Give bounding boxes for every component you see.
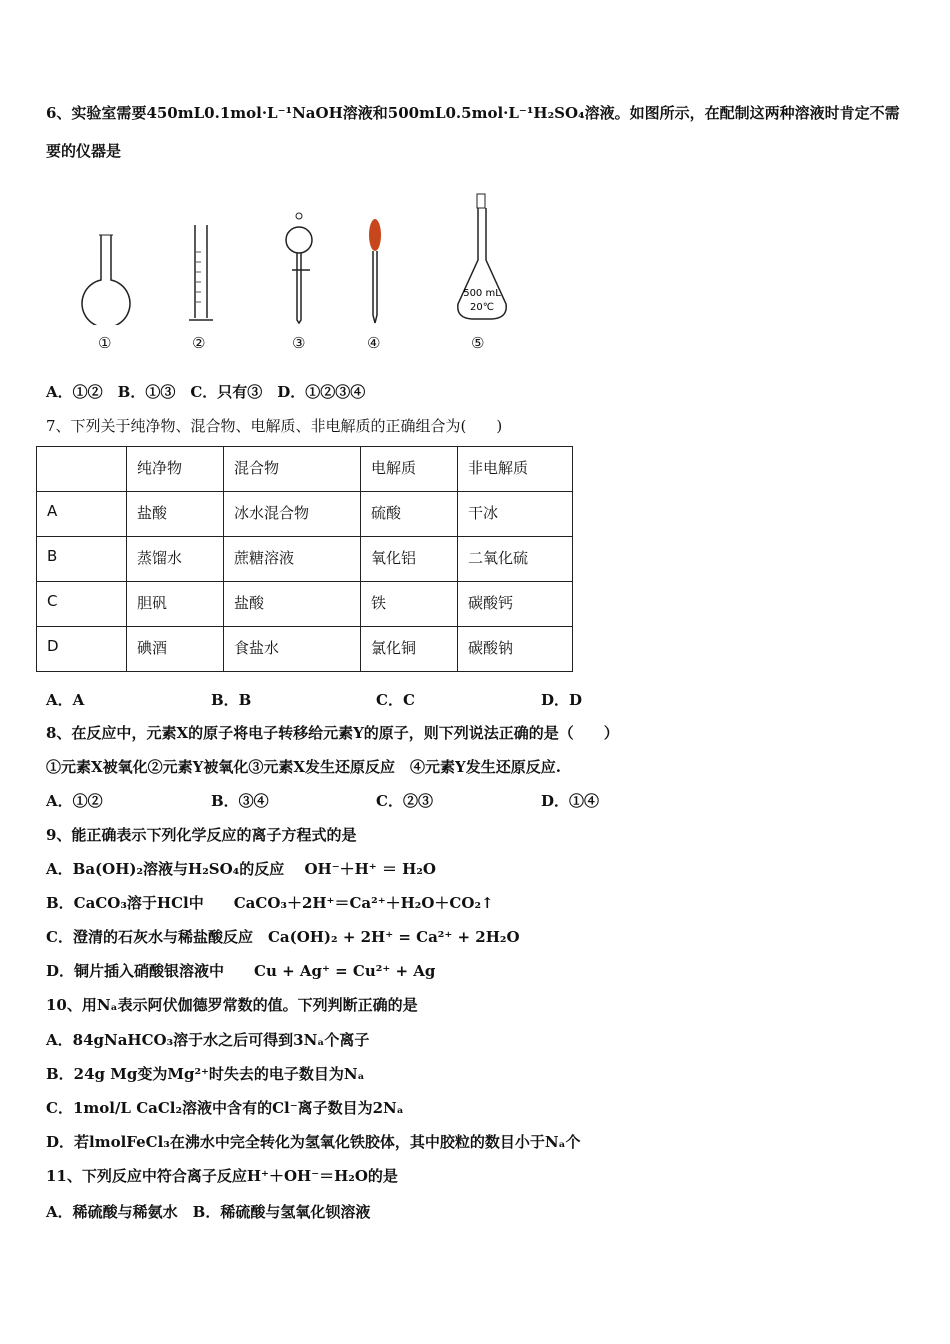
q7-option-d: D．D bbox=[541, 691, 583, 709]
q6-stem-line1: 6、实验室需要450mL0.1mol·L⁻¹NaOH溶液和500mL0.5mol·L⁻¹H₂SO₄溶液。如图所示，在配制这两种溶液时肯定不需 bbox=[46, 104, 900, 122]
q10-option-a: A．84gNaHCO₃溶于水之后可得到3Nₐ个离子 bbox=[46, 1031, 370, 1049]
q6-options: A．①② B．①③ C．只有③ D．①②③④ bbox=[46, 383, 366, 401]
q8-option-c: C．②③ bbox=[376, 792, 433, 810]
header-cell: 电解质 bbox=[361, 447, 458, 492]
graduated-cylinder-icon bbox=[186, 222, 216, 326]
separatory-funnel-icon bbox=[284, 210, 318, 326]
q10-option-d: D．若lmolFeCl₃在沸水中完全转化为氢氧化铁胶体，其中胶粒的数目小于Nₐ个 bbox=[46, 1133, 581, 1151]
q7-option-a: A．A bbox=[46, 691, 85, 709]
cell: 蒸馏水 bbox=[127, 537, 224, 582]
flask-volume-label: 500 mL bbox=[463, 288, 501, 299]
q11-stem: 11、下列反应中符合离子反应H⁺＋OH⁻＝H₂O的是 bbox=[46, 1167, 398, 1185]
q9-option-b: B．CaCO₃溶于HCl中 CaCO₃＋2H⁺＝Ca²⁺＋H₂O＋CO₂↑ bbox=[46, 894, 494, 912]
header-cell: 非电解质 bbox=[458, 447, 573, 492]
cell: 食盐水 bbox=[224, 627, 361, 672]
volumetric-flask-icon bbox=[452, 192, 512, 324]
q8-option-d: D．①④ bbox=[541, 792, 600, 810]
cell: 碘酒 bbox=[127, 627, 224, 672]
q11-options: A．稀硫酸与稀氨水 B．稀硫酸与氢氧化钡溶液 bbox=[46, 1203, 371, 1221]
q7-option-c: C．C bbox=[376, 691, 415, 709]
q10-stem: 10、用Nₐ表示阿伏伽德罗常数的值。下列判断正确的是 bbox=[46, 996, 418, 1014]
cell: 二氧化硫 bbox=[458, 537, 573, 582]
q7-stem: 7、下列关于纯净物、混合物、电解质、非电解质的正确组合为( ) bbox=[46, 417, 503, 435]
cell: 蔗糖溶液 bbox=[224, 537, 361, 582]
apparatus-label: ③ bbox=[292, 334, 306, 352]
flask-temp-label: 20℃ bbox=[470, 302, 494, 313]
cell: 干冰 bbox=[458, 492, 573, 537]
header-cell: 纯净物 bbox=[127, 447, 224, 492]
table-header-row bbox=[37, 447, 573, 492]
cell: 冰水混合物 bbox=[224, 492, 361, 537]
cell: D bbox=[37, 627, 127, 672]
cell: 铁 bbox=[361, 582, 458, 627]
q6-stem-line2: 要的仪器是 bbox=[46, 142, 122, 160]
q8-option-b: B．③④ bbox=[211, 792, 269, 810]
q9-stem: 9、能正确表示下列化学反应的离子方程式的是 bbox=[46, 826, 357, 844]
cell: B bbox=[37, 537, 127, 582]
apparatus-label: ① bbox=[98, 334, 112, 352]
q8-option-a: A．①② bbox=[46, 792, 103, 810]
apparatus-label: ④ bbox=[367, 334, 381, 352]
q9-option-a: A．Ba(OH)₂溶液与H₂SO₄的反应 OH⁻＋H⁺ ＝ H₂O bbox=[46, 860, 436, 878]
table-row bbox=[37, 537, 573, 582]
cell: 盐酸 bbox=[127, 492, 224, 537]
apparatus-label: ② bbox=[192, 334, 206, 352]
cell: A bbox=[37, 492, 127, 537]
cell: 碳酸钠 bbox=[458, 627, 573, 672]
q10-option-c: C．1mol/L CaCl₂溶液中含有的Cl⁻离子数目为2Nₐ bbox=[46, 1099, 404, 1117]
cell: 硫酸 bbox=[361, 492, 458, 537]
cell: 碳酸钙 bbox=[458, 582, 573, 627]
q7-table bbox=[36, 446, 573, 672]
header-cell: 混合物 bbox=[224, 447, 361, 492]
cell: 氧化铝 bbox=[361, 537, 458, 582]
cell: 胆矾 bbox=[127, 582, 224, 627]
q9-option-c: C．澄清的石灰水与稀盐酸反应 Ca(OH)₂ + 2H⁺ = Ca²⁺ + 2H₂O bbox=[46, 928, 520, 946]
q8-statements: ①元素X被氧化②元素Y被氧化③元素X发生还原反应 ④元素Y发生还原反应. bbox=[46, 758, 561, 776]
table-row bbox=[37, 627, 573, 672]
round-bottom-flask-icon bbox=[78, 230, 134, 325]
q8-stem: 8、在反应中，元素X的原子将电子转移给元素Y的原子，则下列说法正确的是（ ） bbox=[46, 724, 619, 742]
table-row bbox=[37, 492, 573, 537]
q10-option-b: B．24g Mg变为Mg²⁺时失去的电子数目为Nₐ bbox=[46, 1065, 365, 1083]
q7-option-b: B．B bbox=[211, 691, 252, 709]
apparatus-label: ⑤ bbox=[471, 334, 485, 352]
dropper-icon bbox=[364, 215, 386, 327]
cell: C bbox=[37, 582, 127, 627]
q9-option-d: D．铜片插入硝酸银溶液中 Cu + Ag⁺ = Cu²⁺ + Ag bbox=[46, 962, 436, 980]
cell: 盐酸 bbox=[224, 582, 361, 627]
table-row bbox=[37, 582, 573, 627]
header-cell bbox=[37, 447, 127, 492]
cell: 氯化铜 bbox=[361, 627, 458, 672]
